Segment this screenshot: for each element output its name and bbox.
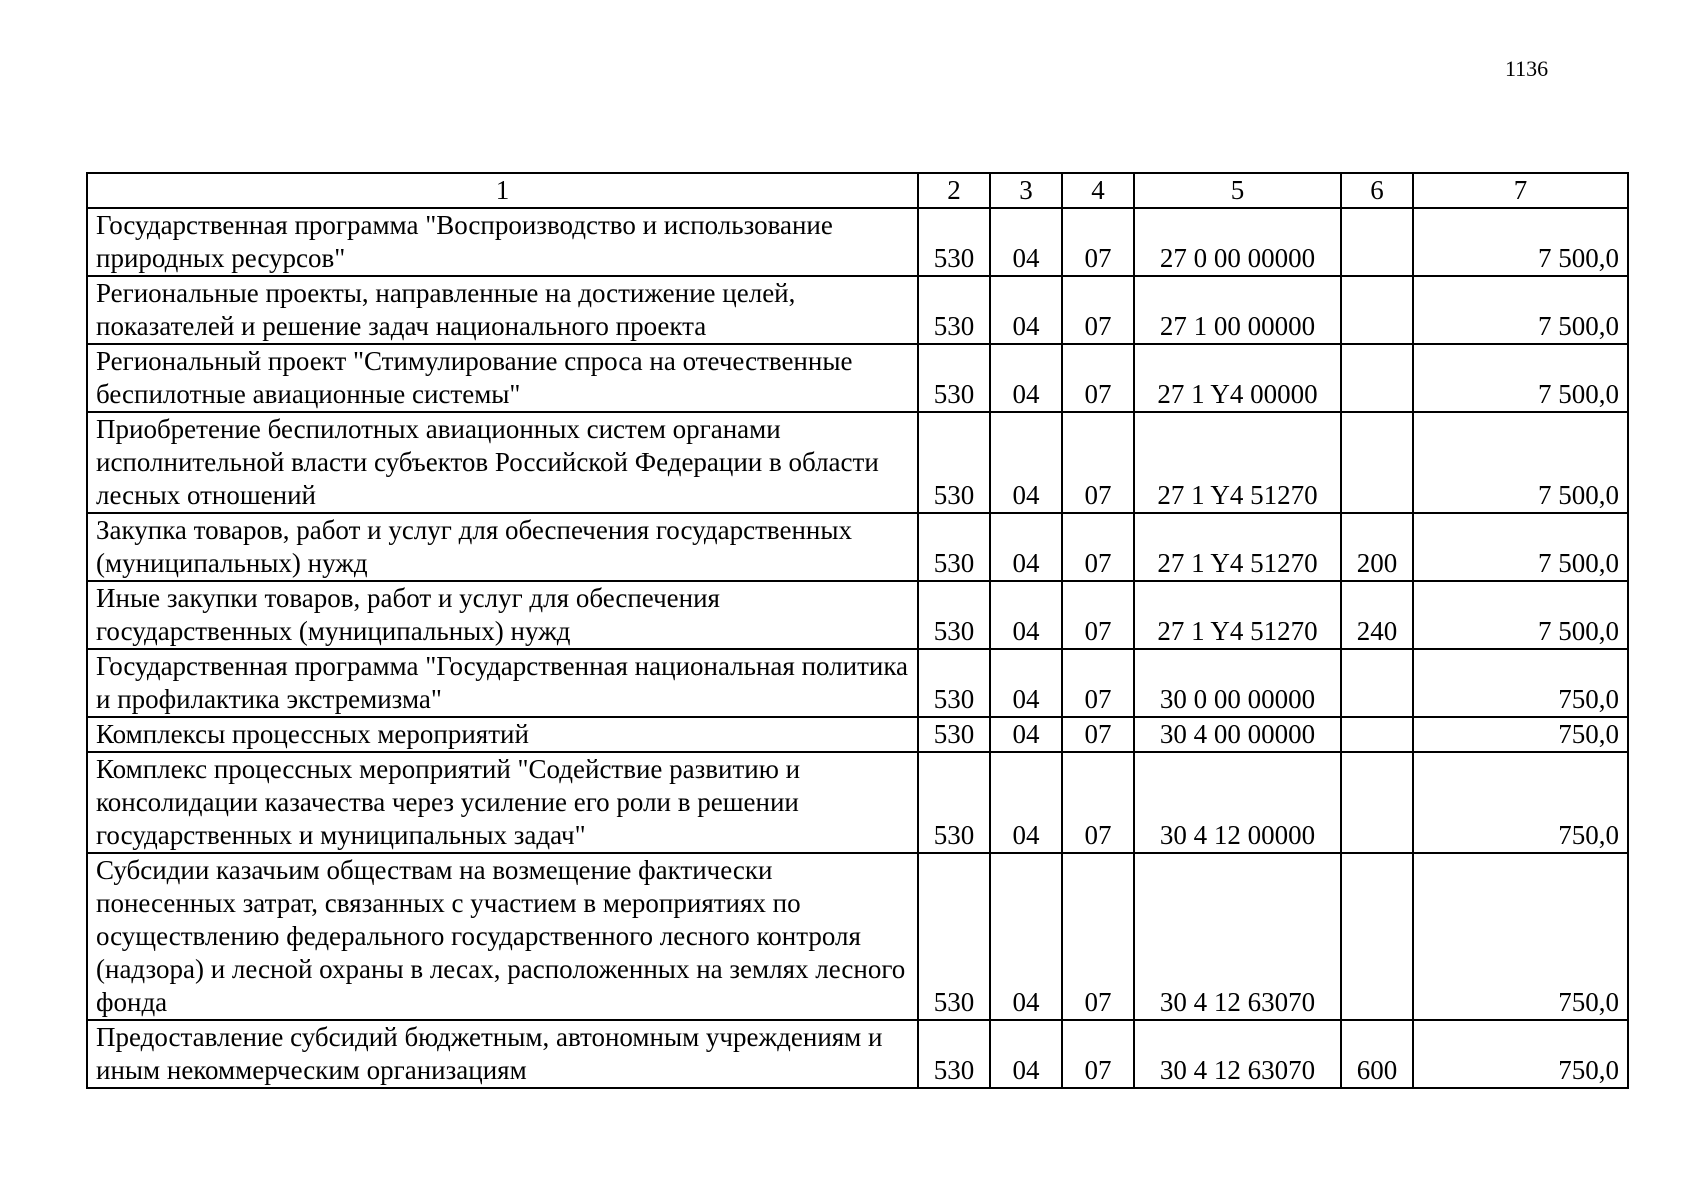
table-row — [87, 752, 1628, 853]
row-name: Субсидии казачьим обществам на возмещение фактически понесенных затрат, связанных с участием в мероприятиях по осуществлению федерального государственного лесного контроля (надзора) и лесной охраны в лесах, расположенных на землях лесного фонда — [87, 853, 918, 1020]
row-col-3: 04 — [990, 513, 1062, 581]
row-name: Приобретение беспилотных авиационных систем органами исполнительной власти субъектов Российской Федерации в области лесных отношений — [87, 412, 918, 513]
row-col-6: 240 — [1341, 581, 1413, 649]
row-col-4: 07 — [1062, 344, 1134, 412]
row-col-2: 530 — [918, 752, 990, 853]
row-col-3: 04 — [990, 344, 1062, 412]
row-col-3: 04 — [990, 752, 1062, 853]
column-header-2: 2 — [918, 173, 990, 208]
row-name: Региональный проект "Стимулирование спроса на отечественные беспилотные авиационные системы" — [87, 344, 918, 412]
row-col-3: 04 — [990, 853, 1062, 1020]
row-col-7: 7 500,0 — [1413, 581, 1628, 649]
table-row — [87, 717, 1628, 752]
table-row — [87, 581, 1628, 649]
row-col-3: 04 — [990, 717, 1062, 752]
row-col-6 — [1341, 412, 1413, 513]
row-col-6 — [1341, 752, 1413, 853]
table-row — [87, 344, 1628, 412]
row-col-5: 27 0 00 00000 — [1134, 208, 1341, 276]
row-col-5: 30 0 00 00000 — [1134, 649, 1341, 717]
row-col-7: 7 500,0 — [1413, 208, 1628, 276]
row-col-6 — [1341, 853, 1413, 1020]
table-row — [87, 208, 1628, 276]
row-col-2: 530 — [918, 853, 990, 1020]
column-header-4: 4 — [1062, 173, 1134, 208]
row-col-5: 27 1 Y4 51270 — [1134, 513, 1341, 581]
row-name: Государственная программа "Воспроизводство и использование природных ресурсов" — [87, 208, 918, 276]
row-col-6: 200 — [1341, 513, 1413, 581]
row-col-7: 7 500,0 — [1413, 344, 1628, 412]
row-name: Закупка товаров, работ и услуг для обеспечения государственных (муниципальных) нужд — [87, 513, 918, 581]
row-col-5: 30 4 12 00000 — [1134, 752, 1341, 853]
row-name: Государственная программа "Государственная национальная политика и профилактика экстремизма" — [87, 649, 918, 717]
row-col-5: 27 1 Y4 00000 — [1134, 344, 1341, 412]
row-col-5: 27 1 00 00000 — [1134, 276, 1341, 344]
row-col-3: 04 — [990, 208, 1062, 276]
row-col-3: 04 — [990, 1020, 1062, 1088]
row-col-7: 750,0 — [1413, 853, 1628, 1020]
column-header-6: 6 — [1341, 173, 1413, 208]
row-col-2: 530 — [918, 513, 990, 581]
row-col-4: 07 — [1062, 208, 1134, 276]
row-col-2: 530 — [918, 276, 990, 344]
row-col-4: 07 — [1062, 649, 1134, 717]
row-col-6 — [1341, 344, 1413, 412]
row-col-4: 07 — [1062, 1020, 1134, 1088]
page-number: 1136 — [1505, 56, 1549, 81]
row-col-7: 750,0 — [1413, 717, 1628, 752]
row-col-2: 530 — [918, 1020, 990, 1088]
row-col-7: 7 500,0 — [1413, 513, 1628, 581]
row-col-2: 530 — [918, 649, 990, 717]
row-col-4: 07 — [1062, 412, 1134, 513]
table-row — [87, 649, 1628, 717]
table-row — [87, 412, 1628, 513]
row-col-7: 7 500,0 — [1413, 412, 1628, 513]
row-col-4: 07 — [1062, 276, 1134, 344]
row-col-5: 30 4 12 63070 — [1134, 1020, 1341, 1088]
row-col-2: 530 — [918, 344, 990, 412]
column-header-7: 7 — [1413, 173, 1628, 208]
row-col-6 — [1341, 276, 1413, 344]
table-row — [87, 513, 1628, 581]
table-row — [87, 276, 1628, 344]
row-col-7: 750,0 — [1413, 1020, 1628, 1088]
row-col-3: 04 — [990, 581, 1062, 649]
row-col-3: 04 — [990, 412, 1062, 513]
row-col-6 — [1341, 208, 1413, 276]
row-col-2: 530 — [918, 717, 990, 752]
row-col-6 — [1341, 717, 1413, 752]
row-col-4: 07 — [1062, 717, 1134, 752]
row-col-2: 530 — [918, 208, 990, 276]
budget-table — [86, 172, 1629, 1089]
row-col-3: 04 — [990, 276, 1062, 344]
row-name: Региональные проекты, направленные на достижение целей, показателей и решение задач национального проекта — [87, 276, 918, 344]
row-col-4: 07 — [1062, 581, 1134, 649]
row-col-7: 750,0 — [1413, 752, 1628, 853]
row-col-5: 30 4 12 63070 — [1134, 853, 1341, 1020]
row-col-6 — [1341, 649, 1413, 717]
row-col-4: 07 — [1062, 853, 1134, 1020]
row-col-3: 04 — [990, 649, 1062, 717]
row-col-5: 30 4 00 00000 — [1134, 717, 1341, 752]
table-row — [87, 853, 1628, 1020]
row-col-6: 600 — [1341, 1020, 1413, 1088]
column-header-1: 1 — [87, 173, 918, 208]
row-col-7: 750,0 — [1413, 649, 1628, 717]
row-name: Иные закупки товаров, работ и услуг для обеспечения государственных (муниципальных) нужд — [87, 581, 918, 649]
column-header-5: 5 — [1134, 173, 1341, 208]
row-col-2: 530 — [918, 581, 990, 649]
table-header-row — [87, 173, 1628, 208]
column-header-3: 3 — [990, 173, 1062, 208]
row-col-5: 27 1 Y4 51270 — [1134, 412, 1341, 513]
row-col-7: 7 500,0 — [1413, 276, 1628, 344]
row-col-5: 27 1 Y4 51270 — [1134, 581, 1341, 649]
row-col-2: 530 — [918, 412, 990, 513]
row-name: Предоставление субсидий бюджетным, автономным учреждениям и иным некоммерческим организациям — [87, 1020, 918, 1088]
row-col-4: 07 — [1062, 513, 1134, 581]
row-name: Комплексы процессных мероприятий — [87, 717, 918, 752]
row-col-4: 07 — [1062, 752, 1134, 853]
row-name: Комплекс процессных мероприятий "Содействие развитию и консолидации казачества через усиление его роли в решении государственных и муниципальных задач" — [87, 752, 918, 853]
table-row — [87, 1020, 1628, 1088]
